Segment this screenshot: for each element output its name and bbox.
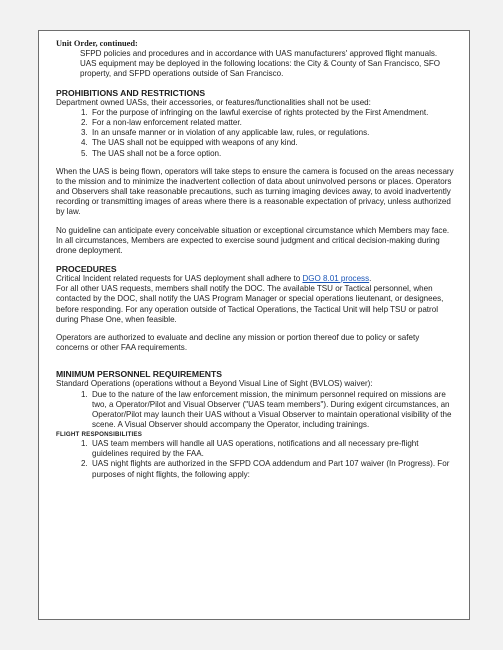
procedures-text-end: . xyxy=(369,274,372,284)
prohibitions-intro: Department owned UASs, their accessories, or features/functionalities shall not be used: xyxy=(56,97,371,107)
guideline-paragraph: No guideline can anticipate every conceivable situation or exceptional circumstance which Members may face. In all circumstances, Members are expected to exercise sound judgment and critical decision-making during drone deployment. xyxy=(56,225,450,255)
procedures-heading: PROCEDURES xyxy=(56,263,117,274)
list-item: 3. In an unsafe manner or in violation of any applicable law, rules, or regulations. xyxy=(90,128,454,138)
unit-order-text: SFPD policies and procedures and in accordance with UAS manufacturers' approved flight manuals. UAS equipment may be deployed in the following locations: the City & County of San Francisco, SFO property, and SFPD operations outside of San Francisco. xyxy=(80,49,441,79)
list-item: 4. The UAS shall not be equipped with weapons of any kind. xyxy=(90,138,454,148)
list-item: 1. For the purpose of infringing on the lawful exercise of rights protected by the First Amendment. xyxy=(90,108,454,118)
unit-order-label: Unit Order, continued: xyxy=(56,39,138,48)
procedures-paragraph xyxy=(56,274,454,284)
procedures-paragraph-3: Operators are authorized to evaluate and decline any mission or portion thereof due to policy or safety concerns or other FAA requirements. xyxy=(56,332,420,353)
prohibitions-list xyxy=(56,108,454,159)
procedures-paragraph-2: For all other UAS requests, members shall notify the DOC. The available TSU or Tactical personnel, when contacted by the DOC, shall notify the UAS Program Manager or special operations lieutenant, or designees, before responding. For any operation outside of Tactical Operations, the Tactical Unit will help TSU or patrol during Phase One, when feasible. xyxy=(56,284,444,324)
prohibitions-heading: PROHIBITIONS AND RESTRICTIONS xyxy=(56,87,206,98)
procedures-text: Critical Incident related requests for UAS deployment shall adhere to xyxy=(56,274,303,284)
list-item: 1. UAS team members will handle all UAS operations, notifications and all necessary pre-flight guidelines required by the FAA. xyxy=(90,439,454,459)
personnel-intro: Standard Operations (operations without a Beyond Visual Line of Sight (BVLOS) waiver): xyxy=(56,379,373,389)
list-item: 2. UAS night flights are authorized in the SFPD COA addendum and Part 107 waiver (In Progress). For purposes of night flights, the following apply: xyxy=(90,459,454,479)
dgo-process-link[interactable]: DGO 8.01 process xyxy=(302,274,370,284)
document-page xyxy=(38,30,470,620)
personnel-list xyxy=(56,390,454,431)
list-item: 2. For a non-law enforcement related matter. xyxy=(90,118,454,128)
personnel-heading: MINIMUM PERSONNEL REQUIREMENTS xyxy=(56,369,222,380)
list-item: 5. The UAS shall not be a force option. xyxy=(90,149,454,159)
flight-list xyxy=(56,439,454,480)
list-item: 1. Due to the nature of the law enforcement mission, the minimum personnel required on missions are two, a Operator/Pilot and Visual Observer ("UAS team members"). During exigent circumstances, an Operator/Pilot may launch their UAS without a Visual Observer to maintain operational visibility of the scene. A Visual Observer should accompany the Operator, including trainings. xyxy=(90,390,454,431)
flight-heading: FLIGHT RESPONSIBILITIES xyxy=(56,431,143,439)
camera-paragraph: When the UAS is being flown, operators will take steps to ensure the camera is focused on the areas necessary to the mission and to minimize the inadvertent collection of data about uninvolved persons or places. Operators and Observers shall take reasonable precautions, such as turning imaging devices away, to avoid inadvertently recording or transmitting images of areas where there is a reasonable expectation of privacy, unless authorized by law. xyxy=(56,166,454,217)
